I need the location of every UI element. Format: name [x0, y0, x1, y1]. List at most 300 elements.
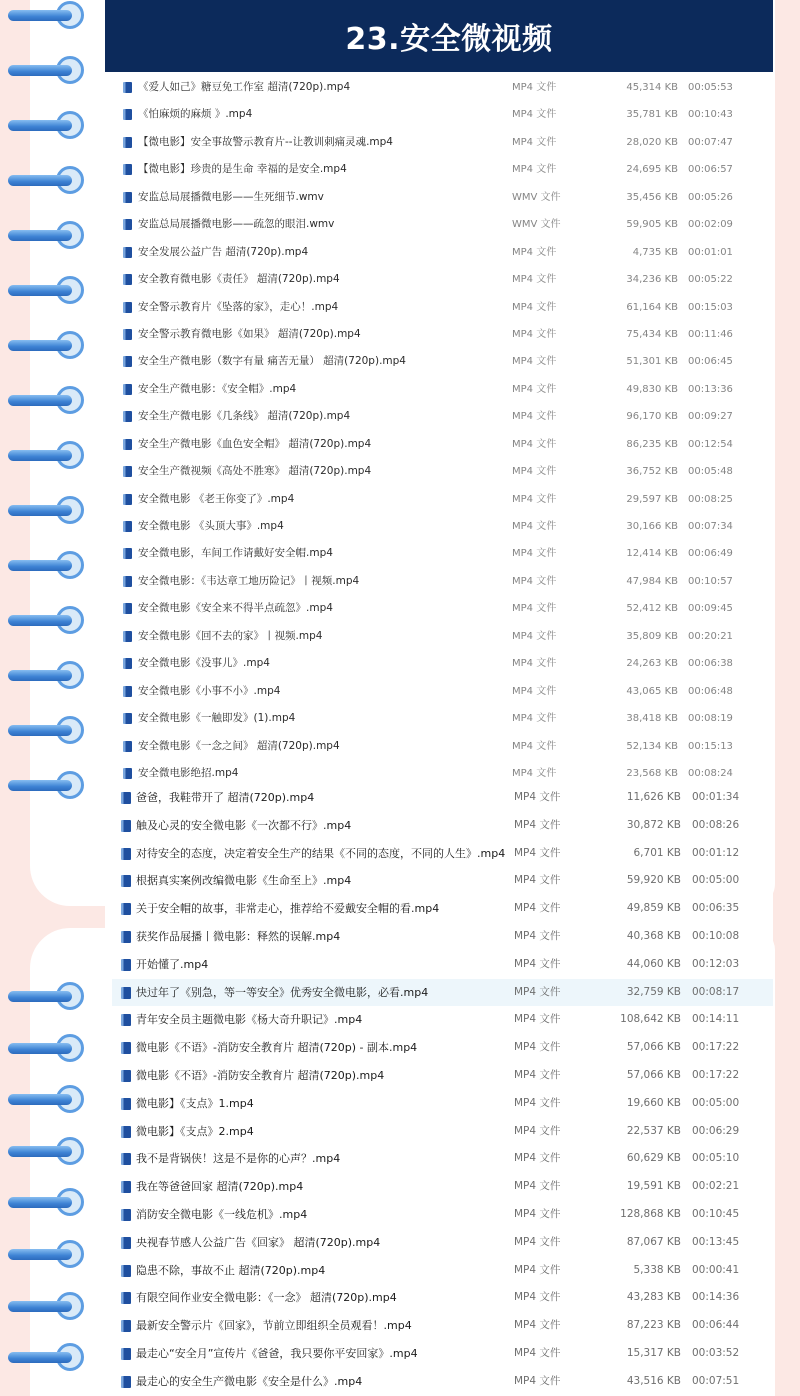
- binding-ring: [6, 771, 90, 799]
- binding-ring: [6, 551, 90, 579]
- binding-ring: [6, 1034, 90, 1062]
- file-row[interactable]: [112, 705, 773, 732]
- file-duration: 00:05:10: [692, 1152, 740, 1165]
- file-size: 30,872 KB: [626, 818, 681, 831]
- video-file-icon: [123, 82, 132, 93]
- video-file-icon: [123, 741, 132, 752]
- file-size: 23,568 KB: [626, 767, 678, 779]
- file-size: 86,235 KB: [626, 438, 678, 450]
- video-file-icon: [123, 302, 132, 313]
- ring-bar: [8, 1249, 72, 1260]
- video-file-icon: [121, 1098, 131, 1110]
- file-row[interactable]: [112, 513, 773, 540]
- file-type: MP4 文件: [514, 1374, 561, 1387]
- video-file-icon: [121, 1265, 131, 1277]
- file-name: 开始懂了.mp4: [136, 957, 209, 971]
- file-row[interactable]: [112, 239, 773, 266]
- file-duration: 00:01:34: [692, 791, 740, 803]
- file-duration: 00:08:24: [688, 767, 733, 779]
- file-duration: 00:13:45: [692, 1235, 740, 1248]
- file-row[interactable]: [112, 294, 773, 321]
- file-row[interactable]: [112, 1006, 773, 1034]
- file-row[interactable]: [112, 156, 773, 183]
- file-row[interactable]: [112, 458, 773, 485]
- file-row[interactable]: [112, 1229, 773, 1257]
- file-row[interactable]: [112, 623, 773, 650]
- file-size: 11,626 KB: [626, 791, 681, 803]
- file-name: 青年安全员主题微电影《杨大奇升职记》.mp4: [136, 1013, 363, 1027]
- page-title: 23.安全微视频: [345, 22, 553, 57]
- file-type: MP4 文件: [514, 818, 561, 831]
- file-name: 获奖作品展播丨微电影：释然的误解.mp4: [136, 929, 341, 943]
- file-name: 《爱人如己》糖豆免工作室 超清(720p).mp4: [138, 81, 351, 93]
- ring-bar: [8, 1197, 72, 1208]
- file-size: 52,134 KB: [626, 740, 678, 752]
- file-size: 19,660 KB: [626, 1096, 681, 1109]
- file-type: MP4 文件: [512, 301, 557, 313]
- file-size: 57,066 KB: [626, 1041, 681, 1054]
- ring-bar: [8, 1352, 72, 1363]
- video-file-icon: [121, 1153, 131, 1165]
- video-file-icon: [123, 411, 132, 422]
- video-file-icon: [123, 686, 132, 697]
- file-name: 微电影】《支点》2.mp4: [136, 1124, 254, 1138]
- file-size: 24,263 KB: [626, 658, 678, 670]
- file-row[interactable]: [112, 266, 773, 293]
- binding-ring: [6, 1292, 90, 1320]
- file-duration: 00:01:01: [688, 246, 733, 258]
- file-size: 45,314 KB: [626, 82, 678, 93]
- file-row[interactable]: [112, 979, 773, 1007]
- file-name: 安全微电影《一触即发》(1).mp4: [138, 712, 296, 725]
- video-file-icon: [123, 356, 132, 367]
- file-size: 59,905 KB: [626, 219, 678, 231]
- file-duration: 00:06:38: [688, 658, 733, 670]
- file-duration: 00:08:26: [692, 818, 740, 831]
- file-row[interactable]: [112, 1034, 773, 1062]
- file-row[interactable]: [112, 184, 773, 211]
- binding-ring: [6, 1240, 90, 1268]
- file-name: 我不是背锅侠！这是不是你的心声？.mp4: [136, 1152, 341, 1166]
- video-file-icon: [123, 329, 132, 340]
- file-type: MP4 文件: [512, 411, 557, 423]
- file-name: 安全警示教育片《坠落的家》，走心！.mp4: [138, 300, 339, 313]
- file-type: MP4 文件: [512, 767, 557, 779]
- file-name: 【微电影】安全事故警示教育片--让教训刺痛灵魂.mp4: [138, 135, 393, 148]
- file-name: 安全教育微电影《责任》 超清(720p).mp4: [138, 273, 340, 286]
- file-row[interactable]: [112, 431, 773, 458]
- file-type: MP4 文件: [512, 521, 557, 532]
- file-name: 爸爸，我鞋带开了 超清(720p).mp4: [136, 791, 315, 804]
- file-name: 安全微电影《安全来不得半点疏忽》.mp4: [138, 602, 333, 615]
- file-duration: 00:10:45: [692, 1207, 740, 1220]
- file-row[interactable]: [112, 1145, 773, 1173]
- file-row[interactable]: [112, 129, 773, 156]
- file-name: 安全微电影《小事不小》.mp4: [138, 684, 281, 697]
- video-file-icon: [123, 192, 132, 203]
- file-duration: 00:03:52: [692, 1346, 740, 1359]
- binding-ring: [6, 331, 90, 359]
- video-file-icon: [121, 1181, 131, 1193]
- file-size: 96,170 KB: [626, 411, 678, 423]
- file-type: MP4 文件: [512, 82, 557, 93]
- video-file-icon: [123, 631, 132, 642]
- file-row[interactable]: [112, 1284, 773, 1312]
- file-size: 30,166 KB: [626, 521, 678, 532]
- file-type: WMV 文件: [512, 191, 561, 203]
- file-type: MP4 文件: [514, 929, 561, 942]
- file-type: MP4 文件: [512, 136, 557, 148]
- file-row[interactable]: [112, 540, 773, 567]
- ring-bar: [8, 10, 72, 21]
- file-size: 49,859 KB: [626, 902, 681, 915]
- file-duration: 00:05:22: [688, 274, 733, 286]
- ring-bar: [8, 615, 72, 626]
- video-file-icon: [121, 903, 131, 915]
- file-type: MP4 文件: [512, 274, 557, 286]
- file-row[interactable]: [112, 1257, 773, 1285]
- file-type: MP4 文件: [514, 1235, 561, 1248]
- file-duration: 00:05:00: [692, 1096, 740, 1109]
- file-row[interactable]: [112, 840, 773, 868]
- file-name: 安全微电影《没事儿》.mp4: [138, 657, 270, 670]
- file-size: 4,735 KB: [632, 246, 678, 258]
- file-duration: 00:06:57: [688, 164, 733, 176]
- ring-bar: [8, 991, 72, 1002]
- file-type: MP4 文件: [514, 902, 561, 915]
- file-size: 47,984 KB: [626, 575, 678, 587]
- file-size: 35,781 KB: [626, 109, 678, 121]
- file-duration: 00:00:41: [692, 1263, 740, 1276]
- file-size: 87,067 KB: [626, 1235, 681, 1248]
- file-duration: 00:11:46: [688, 328, 733, 340]
- file-name: 我在等爸爸回家 超清(720p).mp4: [136, 1180, 304, 1194]
- file-duration: 00:07:34: [688, 521, 733, 532]
- file-size: 35,456 KB: [626, 191, 678, 203]
- file-duration: 00:20:21: [688, 630, 733, 642]
- video-file-icon: [121, 1042, 131, 1054]
- file-size: 75,434 KB: [626, 328, 678, 340]
- video-file-icon: [121, 848, 131, 860]
- file-type: MP4 文件: [512, 328, 557, 340]
- ring-bar: [8, 1043, 72, 1054]
- file-size: 59,920 KB: [626, 874, 681, 887]
- file-size: 38,418 KB: [626, 713, 678, 725]
- file-row[interactable]: [112, 211, 773, 238]
- file-duration: 00:13:36: [688, 383, 733, 395]
- file-duration: 00:12:54: [688, 438, 733, 450]
- video-file-icon: [123, 576, 132, 587]
- video-file-icon: [121, 1014, 131, 1026]
- file-name: 《怕麻烦的麻烦 》.mp4: [138, 108, 253, 121]
- file-type: MP4 文件: [514, 1291, 561, 1304]
- file-type: MP4 文件: [514, 1346, 561, 1359]
- video-file-icon: [123, 768, 132, 779]
- ring-bar: [8, 670, 72, 681]
- file-list-top: [112, 74, 773, 787]
- file-duration: 00:10:57: [688, 575, 733, 587]
- video-file-icon: [121, 1292, 131, 1304]
- file-type: MP4 文件: [512, 740, 557, 752]
- file-type: MP4 文件: [514, 1068, 561, 1081]
- file-row[interactable]: [112, 376, 773, 403]
- file-duration: 00:05:53: [688, 82, 733, 93]
- file-size: 19,591 KB: [626, 1180, 681, 1193]
- ring-bar: [8, 1301, 72, 1312]
- file-row[interactable]: [112, 1368, 773, 1396]
- file-duration: 00:08:25: [688, 493, 733, 505]
- ring-bar: [8, 120, 72, 131]
- file-size: 40,368 KB: [626, 929, 681, 942]
- binding-ring: [6, 221, 90, 249]
- file-row[interactable]: [112, 486, 773, 513]
- file-type: MP4 文件: [512, 466, 557, 478]
- file-size: 57,066 KB: [626, 1068, 681, 1081]
- file-type: MP4 文件: [512, 658, 557, 670]
- video-file-icon: [121, 987, 131, 999]
- file-row[interactable]: [112, 568, 773, 595]
- file-size: 15,317 KB: [626, 1346, 681, 1359]
- video-file-icon: [121, 1126, 131, 1138]
- file-name: 对待安全的态度，决定着安全生产的结果《不同的态度，不同的人生》.mp4: [136, 846, 506, 860]
- ring-bar: [8, 285, 72, 296]
- file-name: 安全微电影绝招.mp4: [138, 766, 239, 779]
- file-name: 安全发展公益广告 超清(720p).mp4: [138, 245, 309, 258]
- file-name: 安全微电影《回不去的家》丨视频.mp4: [138, 629, 323, 642]
- video-file-icon: [123, 384, 132, 395]
- file-type: WMV 文件: [512, 219, 561, 231]
- file-name: 触及心灵的安全微电影《一次都不行》.mp4: [136, 818, 352, 832]
- video-file-icon: [123, 439, 132, 450]
- video-file-icon: [123, 603, 132, 614]
- binding-ring: [6, 56, 90, 84]
- file-row[interactable]: [112, 1201, 773, 1229]
- file-duration: 00:07:47: [688, 136, 733, 148]
- video-file-icon: [123, 658, 132, 669]
- file-name: 隐患不除，事故不止 超清(720p).mp4: [136, 1263, 326, 1277]
- file-duration: 00:17:22: [692, 1041, 740, 1054]
- file-duration: 00:15:03: [688, 301, 733, 313]
- file-row[interactable]: [112, 923, 773, 951]
- video-file-icon: [121, 1348, 131, 1360]
- file-size: 51,301 KB: [626, 356, 678, 368]
- file-row[interactable]: [112, 403, 773, 430]
- file-duration: 00:15:13: [688, 740, 733, 752]
- file-duration: 00:09:45: [688, 603, 733, 615]
- file-row[interactable]: [112, 951, 773, 979]
- file-duration: 00:05:26: [688, 191, 733, 203]
- file-duration: 00:17:22: [692, 1068, 740, 1081]
- binding-ring: [6, 386, 90, 414]
- file-type: MP4 文件: [512, 356, 557, 368]
- ring-bar: [8, 1146, 72, 1157]
- file-row[interactable]: [112, 1340, 773, 1368]
- file-row[interactable]: [112, 1312, 773, 1340]
- file-type: MP4 文件: [514, 874, 561, 887]
- file-name: 安全生产微电影《血色安全帽》 超清(720p).mp4: [138, 437, 372, 450]
- binding-ring: [6, 1137, 90, 1165]
- file-type: MP4 文件: [514, 1263, 561, 1276]
- file-type: MP4 文件: [514, 1013, 561, 1026]
- binding-rings: [0, 0, 105, 1396]
- file-duration: 00:12:03: [692, 957, 740, 970]
- file-type: MP4 文件: [514, 1152, 561, 1165]
- ring-bar: [8, 560, 72, 571]
- file-row[interactable]: [112, 595, 773, 622]
- file-type: MP4 文件: [512, 383, 557, 395]
- ring-bar: [8, 340, 72, 351]
- file-name: 根据真实案例改编微电影《生命至上》.mp4: [136, 874, 352, 888]
- file-type: MP4 文件: [514, 1180, 561, 1193]
- video-file-icon: [121, 820, 131, 832]
- file-row[interactable]: [112, 1118, 773, 1146]
- binding-ring: [6, 1, 90, 29]
- file-size: 128,868 KB: [620, 1207, 681, 1220]
- file-size: 49,830 KB: [626, 383, 678, 395]
- file-size: 12,414 KB: [626, 548, 678, 560]
- file-name: 安监总局展播微电影——生死细节.wmv: [138, 190, 324, 203]
- file-type: MP4 文件: [514, 957, 561, 970]
- file-type: MP4 文件: [514, 1124, 561, 1137]
- binding-ring: [6, 716, 90, 744]
- file-size: 35,809 KB: [626, 630, 678, 642]
- file-duration: 00:14:36: [692, 1291, 740, 1304]
- file-row[interactable]: [112, 678, 773, 705]
- file-size: 29,597 KB: [626, 493, 678, 505]
- file-type: MP4 文件: [512, 493, 557, 505]
- file-type: MP4 文件: [514, 1319, 561, 1332]
- file-row[interactable]: [112, 784, 773, 812]
- file-type: MP4 文件: [514, 1207, 561, 1220]
- ring-bar: [8, 395, 72, 406]
- file-row[interactable]: [112, 733, 773, 760]
- binding-ring: [6, 496, 90, 524]
- file-type: MP4 文件: [512, 630, 557, 642]
- binding-ring: [6, 1188, 90, 1216]
- file-size: 44,060 KB: [626, 957, 681, 970]
- file-duration: 00:05:00: [692, 874, 740, 887]
- file-name: 安全微电影：《韦达章工地历险记》丨视频.mp4: [138, 574, 360, 587]
- file-row[interactable]: [112, 348, 773, 375]
- video-file-icon: [121, 1320, 131, 1332]
- file-duration: 00:10:43: [688, 109, 733, 121]
- binding-ring: [6, 1343, 90, 1371]
- binding-ring: [6, 441, 90, 469]
- video-file-icon: [123, 219, 132, 230]
- file-type: MP4 文件: [512, 685, 557, 697]
- file-name: 消防安全微电影《一线危机》.mp4: [136, 1207, 308, 1221]
- file-name: 关于安全帽的故事，非常走心，推荐给不爱戴安全帽的看.mp4: [136, 902, 440, 916]
- file-name: 最新安全警示片《回家》，节前立即组织全员观看！.mp4: [136, 1319, 412, 1333]
- file-duration: 00:06:49: [688, 548, 733, 560]
- file-duration: 00:06:29: [692, 1124, 740, 1137]
- file-size: 87,223 KB: [626, 1319, 681, 1332]
- file-size: 34,236 KB: [626, 274, 678, 286]
- file-duration: 00:10:08: [692, 929, 740, 942]
- video-file-icon: [121, 1070, 131, 1082]
- file-type: MP4 文件: [514, 791, 561, 803]
- file-name: 安全生产微电影《几条线》 超清(720p).mp4: [138, 410, 351, 423]
- file-size: 28,020 KB: [626, 136, 678, 148]
- file-row[interactable]: [112, 650, 773, 677]
- file-duration: 00:07:51: [692, 1374, 740, 1387]
- file-duration: 00:06:44: [692, 1319, 740, 1332]
- file-duration: 00:08:17: [692, 985, 740, 998]
- file-type: MP4 文件: [514, 1041, 561, 1054]
- file-duration: 00:14:11: [692, 1013, 740, 1026]
- file-row[interactable]: [112, 1173, 773, 1201]
- file-name: 微电影《不语》-消防安全教育片 超清(720p).mp4: [136, 1068, 385, 1082]
- ring-bar: [8, 230, 72, 241]
- file-size: 24,695 KB: [626, 164, 678, 176]
- binding-ring: [6, 111, 90, 139]
- file-size: 60,629 KB: [626, 1152, 681, 1165]
- file-size: 5,338 KB: [633, 1263, 681, 1276]
- file-row[interactable]: [112, 101, 773, 128]
- file-row[interactable]: [112, 321, 773, 348]
- file-row[interactable]: [112, 1090, 773, 1118]
- video-file-icon: [123, 466, 132, 477]
- file-name: 有限空间作业安全微电影：《一念》 超清(720p).mp4: [136, 1291, 397, 1305]
- file-size: 43,516 KB: [626, 1374, 681, 1387]
- file-name: 安监总局展播微电影——疏忽的眼泪.wmv: [138, 218, 335, 231]
- file-name: 快过年了《别急，等一等安全》优秀安全微电影，必看.mp4: [136, 985, 429, 999]
- video-file-icon: [121, 959, 131, 971]
- file-row[interactable]: [112, 74, 773, 101]
- ring-bar: [8, 1094, 72, 1105]
- binding-ring: [6, 166, 90, 194]
- file-type: MP4 文件: [514, 1096, 561, 1109]
- file-name: 央视春节感人公益广告《回家》 超清(720p).mp4: [136, 1235, 381, 1249]
- file-size: 61,164 KB: [626, 301, 678, 313]
- file-type: MP4 文件: [512, 246, 557, 258]
- file-type: MP4 文件: [514, 846, 561, 859]
- video-file-icon: [121, 1237, 131, 1249]
- file-size: 43,283 KB: [626, 1291, 681, 1304]
- video-file-icon: [123, 137, 132, 148]
- file-type: MP4 文件: [512, 713, 557, 725]
- file-name: 安全警示教育微电影《如果》 超清(720p).mp4: [138, 327, 361, 340]
- file-name: 【微电影】珍贵的是生命 幸福的是安全.mp4: [138, 163, 347, 176]
- file-list-bottom: [112, 784, 773, 1396]
- file-size: 6,701 KB: [633, 846, 681, 859]
- video-file-icon: [123, 713, 132, 724]
- file-row[interactable]: [112, 867, 773, 895]
- file-type: MP4 文件: [512, 164, 557, 176]
- file-type: MP4 文件: [512, 438, 557, 450]
- file-duration: 00:09:27: [688, 411, 733, 423]
- file-name: 安全生产微电影（数字有量 痛苦无量） 超清(720p).mp4: [138, 355, 406, 368]
- file-duration: 00:05:48: [688, 466, 733, 478]
- video-file-icon: [123, 548, 132, 559]
- video-file-icon: [123, 247, 132, 258]
- file-size: 52,412 KB: [626, 603, 678, 615]
- ring-bar: [8, 65, 72, 76]
- file-row[interactable]: [112, 1062, 773, 1090]
- file-name: 安全生产微视频《高处不胜寒》 超清(720p).mp4: [138, 465, 372, 478]
- file-row[interactable]: [112, 895, 773, 923]
- video-file-icon: [123, 109, 132, 120]
- file-row[interactable]: [112, 812, 773, 840]
- binding-ring: [6, 982, 90, 1010]
- title-bar: [105, 0, 773, 72]
- ring-bar: [8, 175, 72, 186]
- file-duration: 00:06:48: [688, 685, 733, 697]
- file-duration: 00:01:12: [692, 846, 740, 859]
- file-type: MP4 文件: [514, 985, 561, 998]
- video-file-icon: [123, 521, 132, 532]
- ring-bar: [8, 505, 72, 516]
